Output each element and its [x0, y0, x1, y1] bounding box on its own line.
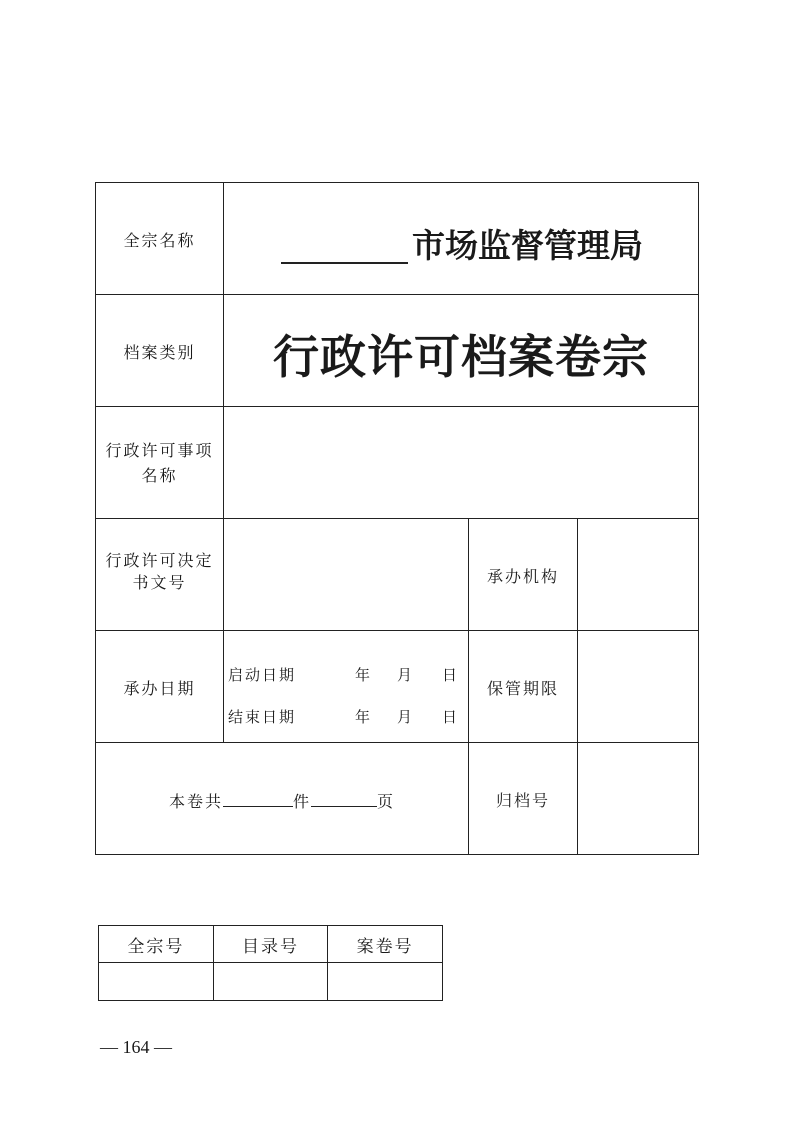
archive-no-field[interactable]: [578, 743, 698, 854]
end-year-unit: 年: [355, 708, 373, 726]
start-month-unit: 月: [397, 666, 415, 684]
start-year-unit: 年: [355, 666, 373, 684]
fonds-catalog-volume-table: [98, 925, 443, 1001]
handling-org-label: 承办机构: [486, 567, 559, 586]
row-divider: [95, 294, 699, 295]
fonds-no-header: 全宗号: [99, 926, 214, 963]
start-day-unit: 日: [442, 666, 460, 684]
pages-unit: 页: [377, 792, 396, 811]
handling-org-field[interactable]: [578, 519, 698, 630]
end-date-label: 结束日期: [228, 708, 297, 726]
table-border-bottom: [95, 854, 699, 855]
volume-count-row: [96, 789, 468, 812]
permit-item-name-label-line1: 行政许可事项: [105, 441, 214, 460]
page-number: — 164 —: [100, 1037, 172, 1057]
start-date-label: 启动日期: [228, 666, 297, 684]
volume-count-prefix: 本卷共: [168, 792, 223, 811]
decision-doc-no-field[interactable]: [224, 519, 468, 630]
fonds-name-blank[interactable]: [281, 262, 408, 264]
fonds-name-label: 全宗名称: [123, 231, 196, 250]
page-count-blank[interactable]: [311, 792, 377, 807]
volume-no-header: 案卷号: [328, 926, 443, 963]
end-day-unit: 日: [442, 708, 460, 726]
end-date-row[interactable]: [228, 706, 464, 726]
permit-item-name-label-line2: 名称: [141, 466, 178, 485]
decision-doc-no-label-line1: 行政许可决定: [105, 551, 214, 570]
decision-doc-no-label: [96, 550, 223, 594]
fonds-name-value: 市场监督管理局: [412, 226, 643, 265]
retention-period-field[interactable]: [578, 631, 698, 742]
fonds-no-cell[interactable]: [99, 963, 214, 1001]
start-date-row[interactable]: [228, 664, 464, 684]
item-count-blank[interactable]: [223, 792, 293, 807]
handling-date-label: 承办日期: [123, 679, 196, 698]
decision-doc-no-label-line2: 书文号: [132, 573, 187, 592]
table-value-row: [99, 963, 443, 1001]
items-unit: 件: [292, 792, 311, 811]
archive-no-label: 归档号: [495, 791, 550, 810]
volume-no-cell[interactable]: [328, 963, 443, 1001]
archive-category-label: 档案类别: [123, 343, 196, 362]
permit-item-name-field[interactable]: [224, 407, 698, 518]
permit-item-name-label: [96, 438, 223, 488]
retention-period-label: 保管期限: [486, 679, 559, 698]
catalog-no-cell[interactable]: [213, 963, 328, 1001]
archive-category-value: 行政许可档案卷宗: [273, 330, 649, 384]
catalog-no-header: 目录号: [213, 926, 328, 963]
table-header-row: [99, 926, 443, 963]
table-border-top: [95, 182, 699, 183]
end-month-unit: 月: [397, 708, 415, 726]
